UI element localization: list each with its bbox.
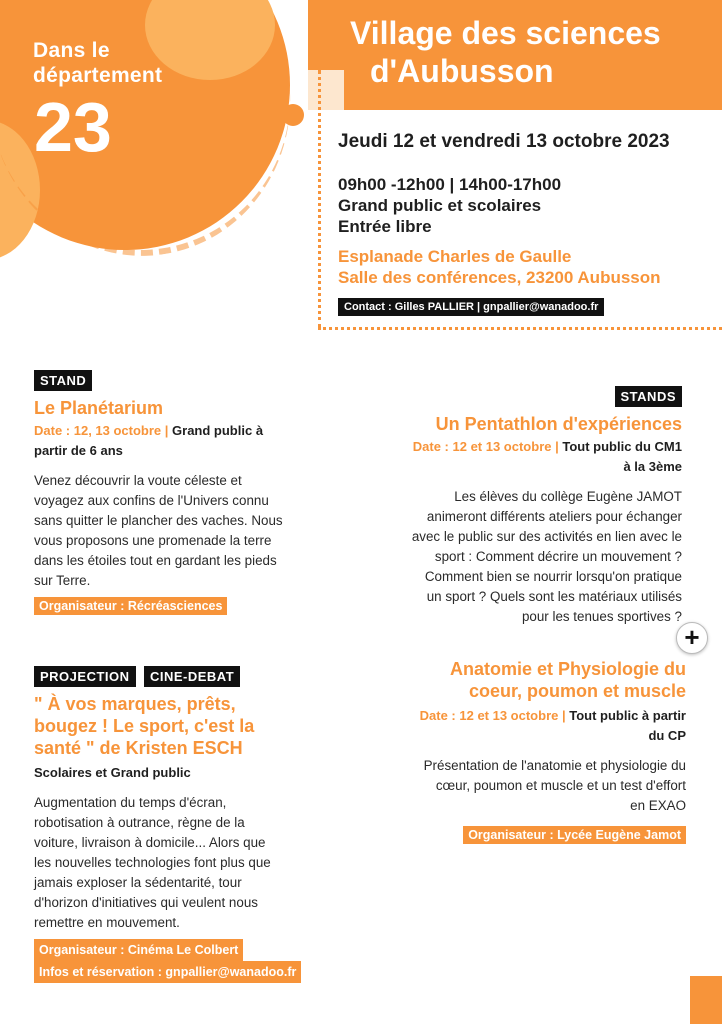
contact-badge: Contact : Gilles PALLIER | gnpallier@wanadoo.fr xyxy=(338,298,604,316)
planetarium-organizer: Organisateur : Récréasciences xyxy=(34,597,227,615)
event-place: Esplanade Charles de Gaulle Salle des conférences, 23200 Aubusson xyxy=(338,247,661,287)
projection-organizer: Organisateur : Cinéma Le Colbert xyxy=(34,939,243,961)
page-title: Village des sciences d'Aubusson xyxy=(350,15,661,89)
projection-description: Augmentation du temps d'écran, robotisation à outrance, règne de la voiture, livraison à domicile... Alors que les nouvelles technologies font plus que jamais exploser la sédentarité, tour d'horizon d'initiatives qui veulent nous remettre en mouvement. xyxy=(34,795,271,930)
anatomy-meta: Date : 12 et 13 octobre | Tout public à partir du CP xyxy=(419,708,686,743)
pentathlon-title: Un Pentathlon d'expériences xyxy=(435,414,682,434)
title-notch xyxy=(308,70,344,110)
planetarium-section xyxy=(34,370,314,615)
planetarium-description: Venez découvrir la voute céleste et voyagez aux confins de l'Univers connu sans quitter le plancher des vaches. Nous vous proposons une promenade la terre dans les étoiles tout en gardant les pieds sur Terre. xyxy=(34,473,283,588)
stand-tag: STAND xyxy=(34,370,92,391)
small-dot-decoration xyxy=(282,104,304,126)
cine-debat-tag: CINE-DEBAT xyxy=(144,666,240,687)
planetarium-meta: Date : 12, 13 octobre | Grand public à partir de 6 ans xyxy=(34,423,264,458)
department-number: 23 xyxy=(34,88,112,166)
event-hours: 09h00 -12h00 | 14h00-17h00 Grand public et scolaires Entrée libre xyxy=(338,175,562,236)
corner-decoration xyxy=(690,976,722,1024)
projection-tag: PROJECTION xyxy=(34,666,136,687)
dotted-border-bottom xyxy=(318,327,722,330)
event-dates: Jeudi 12 et vendredi 13 octobre 2023 xyxy=(338,131,670,152)
projection-section xyxy=(34,666,324,983)
anatomy-section xyxy=(352,658,686,844)
projection-audience: Scolaires et Grand public xyxy=(34,765,191,780)
department-label: Dans le département xyxy=(33,39,163,87)
anatomy-title: Anatomie et Physiologie du coeur, poumon et muscle xyxy=(449,659,686,701)
pentathlon-description: Les élèves du collège Eugène JAMOT animeront différents ateliers pour échanger avec le public sur des activités en lien avec le sport : Comment décrire un mouvement ? Comment bien se nourrir lorsqu'on pratique un sport ? Quels sont les matériaux utilisés pour les tenues sportives ? xyxy=(411,489,682,624)
anatomy-description: Présentation de l'anatomie et physiologie du cœur, poumon et muscle et un test d'effort en EXAO xyxy=(423,758,686,813)
plus-icon[interactable]: + xyxy=(676,622,708,654)
projection-title: " À vos marques, prêts, bougez ! Le sport, c'est la santé " de Kristen ESCH xyxy=(34,694,255,758)
pentathlon-section xyxy=(352,386,682,627)
anatomy-organizer: Organisateur : Lycée Eugène Jamot xyxy=(463,826,686,844)
planetarium-title: Le Planétarium xyxy=(34,398,164,418)
stands-tag: STANDS xyxy=(615,386,682,407)
pentathlon-meta: Date : 12 et 13 octobre | Tout public du CM1 à la 3ème xyxy=(412,439,682,474)
projection-booking: Infos et réservation : gnpallier@wanadoo.fr xyxy=(34,961,301,983)
dotted-border-left xyxy=(318,70,321,328)
